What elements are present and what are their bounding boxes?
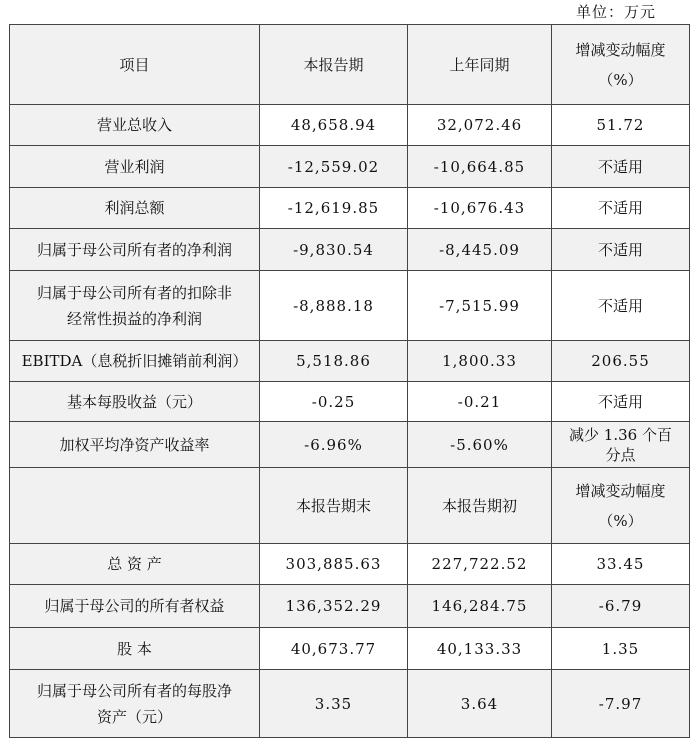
header-change-label: 增减变动幅度	[575, 481, 666, 500]
row-current: -9,830.54	[260, 229, 408, 271]
row-item-line2: 资产（元）	[96, 707, 172, 726]
header-change	[552, 25, 690, 105]
row-item: 营业利润	[10, 146, 260, 188]
table-header-row	[10, 468, 690, 544]
row-item: 归属于母公司所有者的净利润	[10, 229, 260, 271]
header-change-unit: （%）	[598, 70, 643, 89]
table-row	[10, 670, 690, 738]
table-row	[10, 105, 690, 146]
header-change-label: 增减变动幅度	[575, 40, 666, 59]
row-current: 5,518.86	[260, 341, 408, 382]
header-change-unit: （%）	[598, 511, 643, 530]
table-row	[10, 229, 690, 271]
row-item	[10, 271, 260, 341]
row-item-line1: 归属于母公司所有者的扣除非	[36, 283, 232, 302]
row-change: 1.35	[552, 628, 690, 670]
row-change-line1: 减少 1.36 个百	[569, 425, 672, 444]
header-period-end: 本报告期末	[260, 468, 408, 544]
row-item: 基本每股收益（元）	[10, 382, 260, 422]
row-prior: 1,800.33	[408, 341, 552, 382]
row-change: 不适用	[552, 229, 690, 271]
row-item: 股 本	[10, 628, 260, 670]
row-change: 不适用	[552, 382, 690, 422]
row-item: 营业总收入	[10, 105, 260, 146]
table-row	[10, 382, 690, 422]
table-header-row	[10, 25, 690, 105]
table-row	[10, 422, 690, 468]
row-change: 不适用	[552, 188, 690, 229]
row-prior: -10,664.85	[408, 146, 552, 188]
row-current: 48,658.94	[260, 105, 408, 146]
row-prior: -8,445.09	[408, 229, 552, 271]
row-item: 利润总额	[10, 188, 260, 229]
row-item: 归属于母公司的所有者权益	[10, 585, 260, 628]
row-prior: -5.60%	[408, 422, 552, 468]
row-change: 不适用	[552, 271, 690, 341]
row-prior: -7,515.99	[408, 271, 552, 341]
table-row	[10, 146, 690, 188]
header-current-period: 本报告期	[260, 25, 408, 105]
row-change: 不适用	[552, 146, 690, 188]
header-item-blank	[10, 468, 260, 544]
row-item: 总 资 产	[10, 544, 260, 585]
row-change: 51.72	[552, 105, 690, 146]
row-item-line1: 归属于母公司所有者的每股净	[36, 681, 232, 700]
row-begin: 146,284.75	[408, 585, 552, 628]
row-change-line2: 分点	[605, 445, 636, 464]
header-change	[552, 468, 690, 544]
table-row	[10, 271, 690, 341]
row-end: 40,673.77	[260, 628, 408, 670]
row-current: -12,619.85	[260, 188, 408, 229]
row-change	[552, 422, 690, 468]
row-current: -8,888.18	[260, 271, 408, 341]
row-current: -0.25	[260, 382, 408, 422]
financial-summary-table	[9, 24, 690, 738]
row-begin: 227,722.52	[408, 544, 552, 585]
table-row	[10, 628, 690, 670]
table-row	[10, 544, 690, 585]
row-current: -12,559.02	[260, 146, 408, 188]
row-begin: 3.64	[408, 670, 552, 738]
table-row	[10, 341, 690, 382]
table-row	[10, 188, 690, 229]
row-end: 303,885.63	[260, 544, 408, 585]
row-change: -6.79	[552, 585, 690, 628]
row-item: EBITDA（息税折旧摊销前利润）	[10, 341, 260, 382]
header-period-begin: 本报告期初	[408, 468, 552, 544]
table-row	[10, 585, 690, 628]
row-change: 33.45	[552, 544, 690, 585]
row-item-line2: 经常性损益的净利润	[66, 309, 202, 328]
row-current: -6.96%	[260, 422, 408, 468]
row-prior: -10,676.43	[408, 188, 552, 229]
row-prior: -0.21	[408, 382, 552, 422]
row-item: 加权平均净资产收益率	[10, 422, 260, 468]
row-change: -7.97	[552, 670, 690, 738]
header-prior-period: 上年同期	[408, 25, 552, 105]
row-change: 206.55	[552, 341, 690, 382]
row-item	[10, 670, 260, 738]
row-end: 3.35	[260, 670, 408, 738]
row-end: 136,352.29	[260, 585, 408, 628]
row-prior: 32,072.46	[408, 105, 552, 146]
unit-label: 单位：万元	[575, 3, 656, 21]
header-item: 项目	[10, 25, 260, 105]
row-begin: 40,133.33	[408, 628, 552, 670]
